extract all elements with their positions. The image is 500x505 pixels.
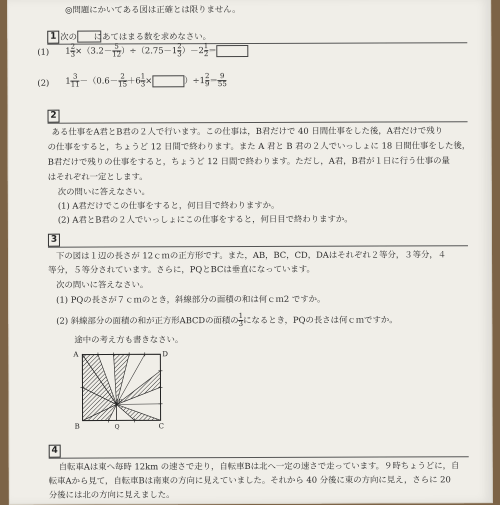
- q3-item-2-before: (2) 斜線部分の面積の和が正方形ABCDの面積の: [56, 315, 238, 326]
- q3-text-line-2: 等分，５等分されています。さらに，PQとBCは垂直になっています。: [48, 264, 315, 275]
- question-number-2: 2: [48, 110, 60, 123]
- q1-p2-expression: 1 $\frac{3}{11}$ －（0.6－ $\frac{2}{15}$ ＋6 $\frac{1}{3}$ × ）÷1 $\frac{2}{9}$ ＝ $\frac{9}{55}$: [65, 68, 226, 93]
- q4-text-line-2: 転車Aから見て，自転車Bは南東の方向に見えていました。それから 40 分後に東の方向に見え，さらに 20: [49, 474, 451, 485]
- q2-item-2: (2) A君とB君の２人でいっしょにこの仕事をすると，何日目で終わりますか。: [58, 214, 353, 225]
- question-number-4: 4: [49, 445, 61, 458]
- label-d: D: [162, 350, 168, 358]
- divider: [48, 245, 468, 247]
- label-a: A: [72, 351, 79, 359]
- divider: [48, 121, 468, 123]
- q3-item-1: (1) PQの長さが７ｃｍのとき，斜線部分の面積の和は何ｃｍ2 ですか。: [56, 294, 325, 305]
- q1-p1-expression: 1 $\frac{2}{3}$ ×（3.2－ $\frac{5}{12}$ ）÷（2.75－1 $\frac{2}{3}$ ）－2 $\frac{1}{2}$ ＝: [65, 40, 248, 61]
- q2-ask: 次の問いに答えなさい。: [58, 186, 150, 196]
- q3-work-note: 途中の考え方も書きなさい。: [74, 334, 183, 344]
- q3-item-2-after: になるとき，PQの長さは何ｃｍですか。: [243, 314, 398, 325]
- divider: [49, 456, 469, 458]
- q1-p1-label: (1): [37, 47, 49, 57]
- q2-text-line-4: はそれぞれ一定とします。: [48, 171, 148, 181]
- q3-item-2-frac-den: 3: [239, 320, 243, 328]
- q4-text-line-3: 分後には北の方向に見えました。: [49, 489, 175, 499]
- label-b: B: [75, 423, 80, 431]
- question-number-3: 3: [48, 234, 60, 247]
- q1-instruction: 次の にあてはまる数を求めなさい。: [60, 31, 211, 42]
- q3-ask: 次の問いに答えなさい。: [56, 279, 148, 289]
- q2-text-line-1: ある仕事をA君とB君の２人で行います。この仕事は，B君だけで 40 日間仕事をした後，A君だけで残り: [52, 125, 444, 136]
- q2-text-line-2: の仕事をすると，ちょうど 12 日間で終わります。また A 君と B 君の２人でいっしょに 18 日間仕事をした後，: [48, 140, 471, 151]
- q3-item-2-frac-num: 1: [239, 313, 243, 320]
- q2-item-1: (1) A君だけでこの仕事をすると，何日目で終わりますか。: [58, 200, 280, 211]
- q3-item-2: [56, 311, 397, 328]
- label-p: P: [119, 398, 123, 405]
- q3-text-line-1: 下の図は１辺の長さが 12ｃｍの正方形です。また，AB，BC，CD，DAはそれぞれ２等分，３等分，４: [56, 249, 446, 260]
- label-q: Q: [115, 423, 120, 430]
- label-c: C: [159, 422, 164, 430]
- exam-sheet: [7, 0, 493, 505]
- square-figure: [72, 346, 168, 430]
- q1-p2-label: (2): [37, 78, 49, 88]
- note-text: ◎問題にかいてある図は正確とは限りません。: [65, 4, 240, 15]
- question-number-1: 1: [47, 31, 59, 44]
- q2-text-line-3: B君だけで残りの仕事をすると，ちょうど 12 日間で終わります。ただし，A君，B君が１日に行う仕事の量: [48, 155, 450, 166]
- q4-text-line-1: 自転車Aは東へ毎時 12km の速さで走り，自転車Bは北へ一定の速さで走っています。９時ちょうどに，自: [59, 460, 460, 471]
